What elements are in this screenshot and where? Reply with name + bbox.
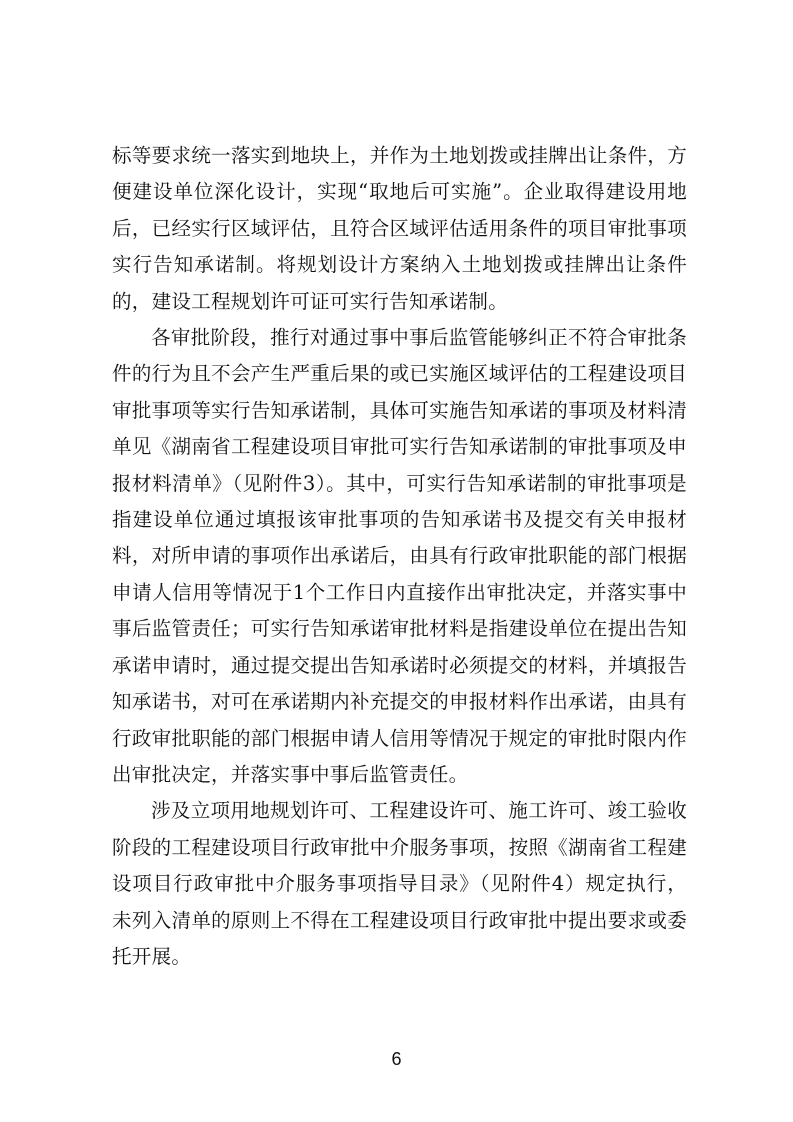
paragraph-continuation: 标等要求统一落实到地块上，并作为土地划拨或挂牌出让条件，方便建设单位深化设计，实现“取地后可实施”。企业取得建设用地后，已经实行区域评估，且符合区域评估适用条件的项目审批事项实行告知承诺制。将规划设计方案纳入土地划拨或挂牌出让条件的，建设工程规划许可证可实行告知承诺制。	[112, 144, 687, 313]
paragraph-approval-stages: 各审批阶段，推行对通过事中事后监管能够纠正不符合审批条件的行为且不会产生严重后果的或已实施区域评估的工程建设项目审批事项等实行告知承诺制，具体可实施告知承诺的事项及材料清单见《湖南省工程建设项目审批可实行告知承诺制的审批事项及申报材料清单》（见附件3）。其中，可实行告知承诺制的审批事项是指建设单位通过填报该审批事项的告知承诺书及提交有关申报材料，对所申请的事项作出承诺后，由具有行政审批职能的部门根据申请人信用等情况于1个工作日内直接作出审批决定，并落实事中事后监管责任；可实行告知承诺审批材料是指建设单位在提出告知承诺申请时，通过提交提出告知承诺时必须提交的材料，并填报告知承诺书，对可在承诺期内补充提交的申报材料作出承诺，由具有行政审批职能的部门根据申请人信用等情况于规定的审批时限内作出审批决定，并落实事中事后监管责任。	[112, 326, 687, 786]
document-body	[112, 138, 687, 975]
paragraph-intermediary-services: 涉及立项用地规划许可、工程建设许可、施工许可、竣工验收阶段的工程建设项目行政审批中介服务事项，按照《湖南省工程建设项目行政审批中介服务事项指导目录》（见附件4）规定执行，未列入清单的原则上不得在工程建设项目行政审批中提出要求或委托开展。	[112, 799, 687, 968]
page-number: 6	[391, 1049, 402, 1069]
